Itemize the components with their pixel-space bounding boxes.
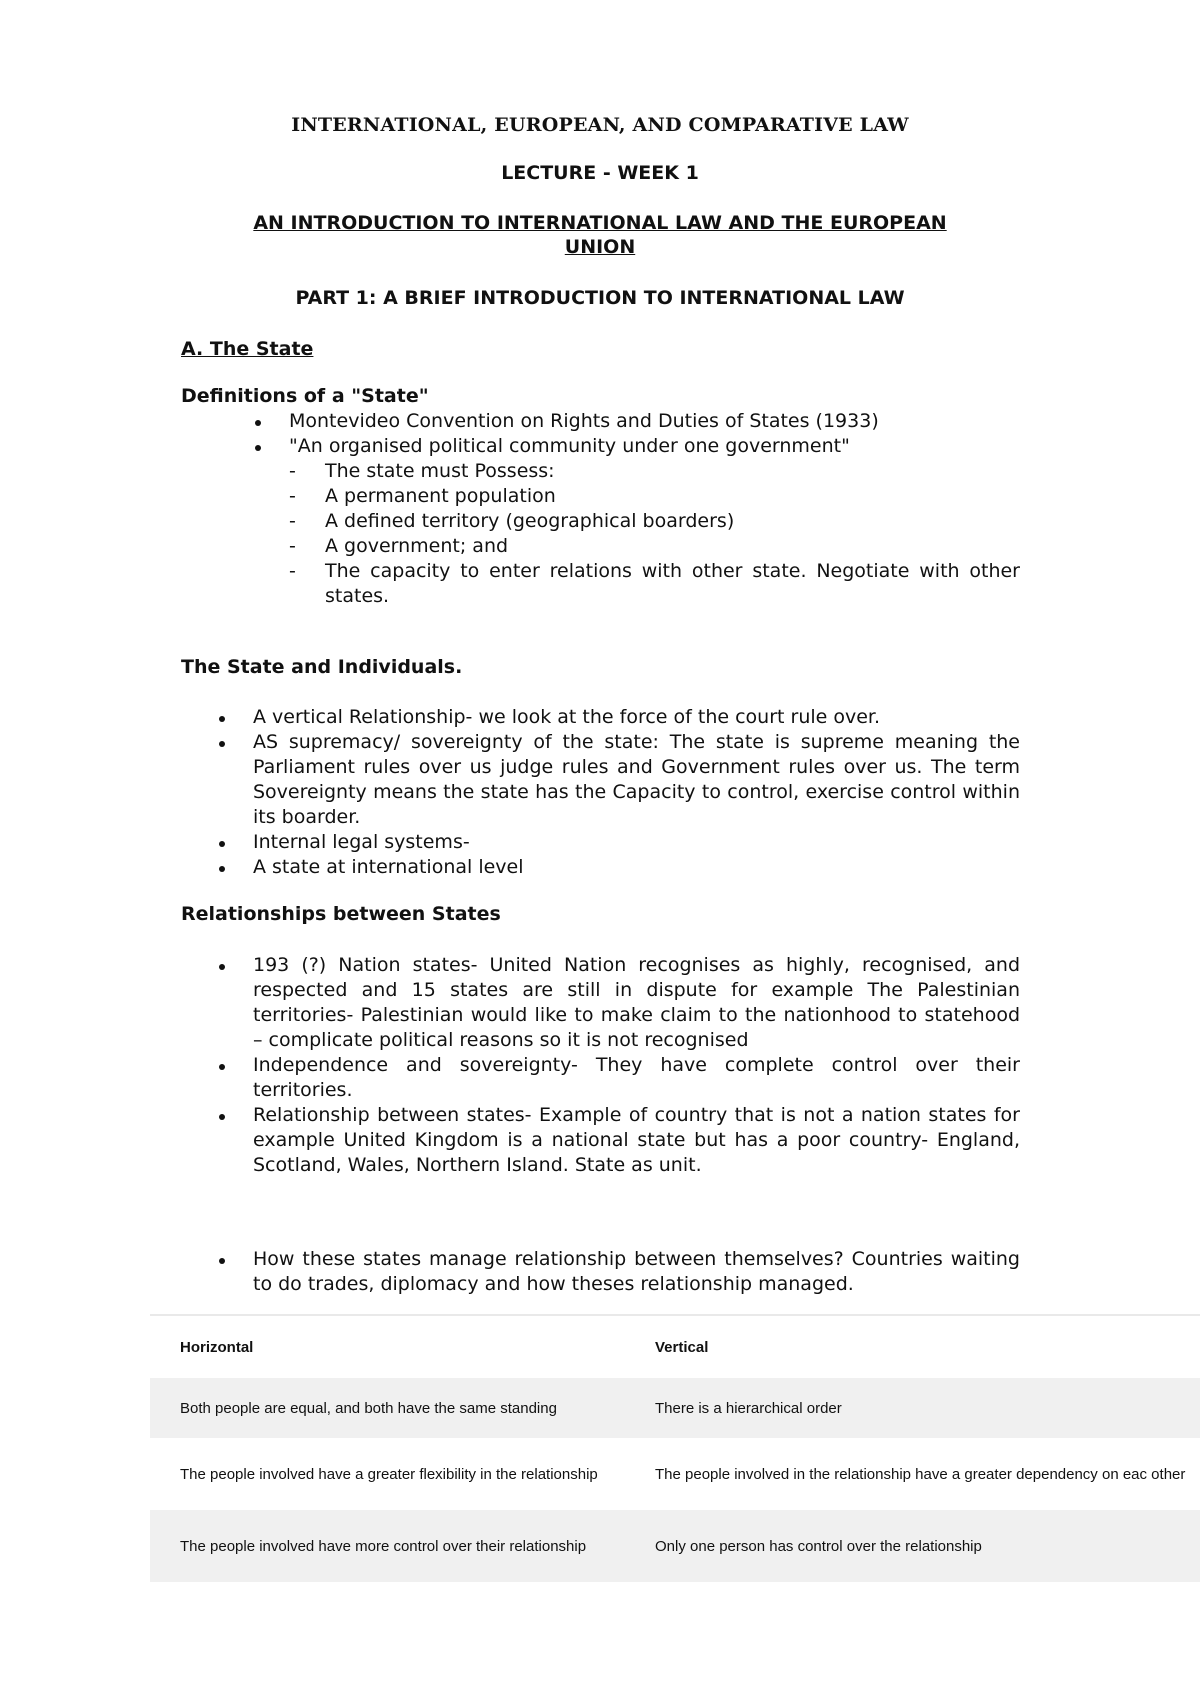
table-cell: The people involved in the relationship have a greater dependency on eac other — [625, 1438, 1200, 1510]
list-item: - A government; and — [289, 535, 509, 557]
column-header-vertical: Vertical — [625, 1316, 1200, 1378]
table-cell: Both people are equal, and both have the same standing — [150, 1378, 625, 1438]
table-cell: The people involved have more control over their relationship — [150, 1510, 625, 1582]
list-item: Relationship between states- Example of country that is not a nation states for example United Kingdom is a national state but has a poor country- England, Scotland, Wales, Northern Island. State as unit. — [253, 1103, 1020, 1178]
list-item: Internal legal systems- — [253, 830, 1020, 855]
list-item: - A permanent population — [289, 485, 556, 507]
list-item: AS supremacy/ sovereignty of the state: The state is supreme meaning the Parliament rules over us judge rules and Government rules over us. The term Sovereignty means the state has the Capacity to control, exercise control within its boarder. — [253, 730, 1020, 830]
list-item: - The state must Possess: — [289, 460, 555, 482]
course-title: INTERNATIONAL, EUROPEAN, AND COMPARATIVE LAW — [291, 114, 909, 136]
part1-title: PART 1: A BRIEF INTRODUCTION TO INTERNATIONAL LAW — [295, 287, 905, 309]
relationships-heading: Relationships between States — [181, 903, 501, 925]
bullet-icon — [219, 841, 225, 847]
comparison-table — [150, 1316, 1200, 1582]
section-a-heading: A. The State — [181, 338, 314, 360]
list-item: A state at international level — [253, 855, 1020, 880]
definitions-heading: Definitions of a "State" — [181, 385, 429, 407]
bullet-icon — [219, 741, 225, 747]
list-item: Montevideo Convention on Rights and Duties of States (1933) — [289, 409, 1019, 434]
list-item: A vertical Relationship- we look at the force of the court rule over. — [253, 705, 1020, 730]
state-individuals-heading: The State and Individuals. — [181, 656, 463, 678]
list-item: 193 (?) Nation states- United Nation recognises as highly, recognised, and respected and 15 states are still in dispute for example The Palestinian territories- Palestinian would like to make claim to the nationhood to statehood – complicate political reasons so it is not recognised — [253, 953, 1020, 1053]
table-header-row — [150, 1316, 1200, 1378]
bullet-icon — [219, 716, 225, 722]
list-item: How these states manage relationship between themselves? Countries waiting to do trades, diplomacy and how theses relationship managed. — [253, 1247, 1020, 1297]
list-item: - A defined territory (geographical boarders) — [289, 510, 735, 532]
state-individuals-list — [253, 705, 1020, 880]
bullet-icon — [219, 1064, 225, 1070]
bullet-icon — [219, 866, 225, 872]
bullet-icon — [255, 445, 261, 451]
bullet-icon — [219, 1114, 225, 1120]
table-row — [150, 1510, 1200, 1582]
list-item: - The capacity to enter relations with other state. Negotiate with other states. — [289, 560, 1020, 607]
column-header-horizontal: Horizontal — [150, 1316, 625, 1378]
lecture-title: LECTURE - WEEK 1 — [501, 162, 699, 184]
list-item: Independence and sovereignty- They have complete control over their territories. — [253, 1053, 1020, 1103]
bullet-icon — [219, 1258, 225, 1264]
bullet-icon — [219, 964, 225, 970]
intro-title-line1: AN INTRODUCTION TO INTERNATIONAL LAW AND THE EUROPEAN — [253, 212, 947, 234]
table-row — [150, 1378, 1200, 1438]
table-cell: The people involved have a greater flexibility in the relationship — [150, 1438, 625, 1510]
table-cell: There is a hierarchical order — [625, 1378, 1200, 1438]
management-list — [253, 1247, 1020, 1297]
definitions-list — [289, 409, 1019, 459]
bullet-icon — [255, 420, 261, 426]
table-row — [150, 1438, 1200, 1510]
relationships-list — [253, 953, 1020, 1178]
table-cell: Only one person has control over the relationship — [625, 1510, 1200, 1582]
list-item: "An organised political community under one government" — [289, 434, 1019, 459]
intro-title-line2: UNION — [564, 236, 636, 258]
state-requirements-list — [289, 459, 1020, 609]
